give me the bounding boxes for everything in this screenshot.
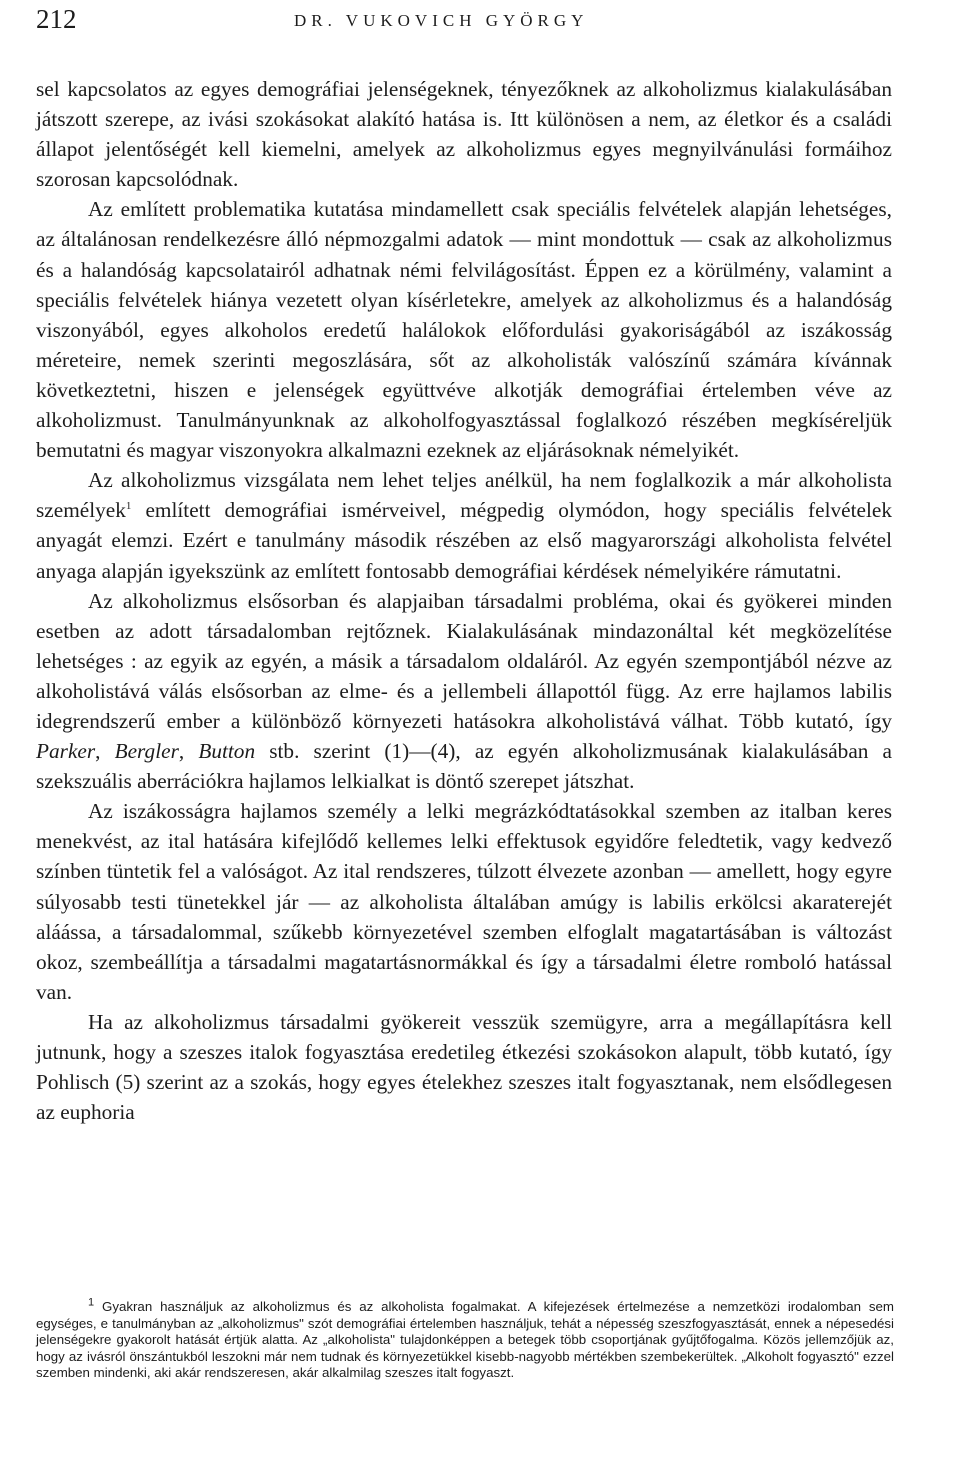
footnotes bbox=[36, 1296, 894, 1382]
paragraph-text: Az alkoholizmus elsősorban és alapjaiban társadalmi probléma, okai és gyökerei minden esetben az adott társadalomban rejtőznek. Kialakulásának mindazonáltal két megközelítése lehetséges : az egyik az egyén, a másik a társadalom oldaláról. Az egyén szempontjából nézve az alkoholistává válás elsősorban az elme- és a jellembeli állapottól függ. Az erre hajlamos labilis idegrendszerű ember a különböző környezeti hatásokra alkoholistává válhat. Több kutató, így bbox=[36, 588, 892, 733]
page-number: 212 bbox=[36, 4, 77, 34]
paragraph-text: említett demográfiai ismérveivel, mégpedig olymódon, hogy speciális felvételek anyagát elemzi. Ezért e tanulmány második részében az első magyarországi alkoholista felvétel anyaga alapján igyekszünk az említett fontosabb demográfiai kérdések némelyikére rámutatni. bbox=[36, 498, 892, 583]
cited-author: Button bbox=[198, 739, 256, 764]
paragraph: Az iszákosságra hajlamos személy a lelki megrázkódtatásokkal szemben az italban keres menekvést, az ital hatására kifejlődő kellemes lelki effektusok egyidőre feledtetik, vagy kedvező színben tüntetik fel a valóságot. Az ital rendszeres, túlzott élvezete azonban — amellett, hogy egyre súlyosabb testi tünetekkel jár — az alkoholista általában amúgy is labilis erkölcsi akaraterejét aláássa, a társadalommal, szűkebb környezetével szemben elfoglalt magatartásában is változást okoz, szembeállítja a társadalmi magatartásnormákkal és így a társadalmi életre romboló hatással van. bbox=[36, 799, 892, 1004]
footnote-text: Gyakran használjuk az alkoholizmus és az alkoholista fogalmakat. A kifejezések értelmezése a nemzetközi irodalomban sem egységes, e tanulmányban az „alkoholizmus" szót demográfiai értelemben használjuk, tehát a népesség szeszfogyasztását, ennek a népesedési jelenségekre gyakorolt hatását értjük alatta. Az „alkoholista" tulajdonképpen a betegek több csoportjának gyűjtőfogalma. Közös jellemzőjük az, hogy az ivásról önszántukból leszokni már nem tudnak és környezetükkel kisebb-nagyobb mértékben szembekerültek. „Alkoholt fogyasztó" ezzel szemben mindenki, aki akár rendszeresen, akár alkalmilag szeszes italt fogyaszt. bbox=[36, 1299, 894, 1381]
paragraph: Ha az alkoholizmus társadalmi gyökereit vesszük szemügyre, arra a megállapításra kell jutnunk, hogy a szeszes italok fogyasztása eredetileg étkezési szokásokon alapult, több kutató, így Pohlisch (5) szerint az a szokás, hogy egyes ételekhez szeszes italt fogyasztanak, nem elsődlegesen az euphoria bbox=[36, 1009, 892, 1125]
paragraph bbox=[36, 465, 892, 585]
page-header bbox=[36, 4, 924, 34]
paragraph-text: Az alkoholizmus vizsgálata nem lehet teljes anélkül, ha nem foglalkozik a már alkoholista személyek bbox=[36, 468, 892, 523]
body-text bbox=[36, 74, 892, 1127]
separator: , bbox=[178, 739, 199, 764]
paragraph: Az említett problematika kutatása mindamellett csak speciális felvételek alapján lehetséges, az általánosan rendelkezésre álló népmozgalmi adatok — mint mondottuk — csak az alkoholizmus és a halandóság kapcsolatairól adhatnak némi felvilágosítást. Éppen ez a körülmény, valamint a speciális felvételek hiánya vezetett olyan kísérletekre, amelyek az alkoholizmus és a halandóság viszonyából, egyes alkoholos eredetű halálokok előfordulási gyakoriságából az iszákosság méreteire, nemek szerinti megoszlására, sőt az alkoholisták valószínű számára kívánnak következtetni, hiszen e jelenségek együttvéve alkotják demográfiai értelemben véve az alkoholizmust. Tanulmányunknak az alkoholfogyasztással foglalkozó részében megkíséreljük bemutatni és magyar viszonyokra alkalmazni ezeknek az eljárásoknak némelyikét. bbox=[36, 197, 892, 463]
cited-author: Bergler bbox=[114, 739, 179, 764]
paragraph-text: stb. szerint (1)—(4), az egyén alkoholizmusának kialakulásában a szekszuális aberrációkra hajlamos lelkialkat is döntő szerepet játszhat. bbox=[36, 739, 893, 794]
running-head-author: DR. VUKOVICH GYÖRGY bbox=[294, 11, 589, 30]
separator: , bbox=[95, 739, 115, 764]
footnote bbox=[36, 1296, 894, 1382]
footnote-reference: 1 bbox=[125, 500, 132, 513]
footnote-mark: 1 bbox=[88, 1296, 95, 1309]
paragraph: sel kapcsolatos az egyes demográfiai jelenségeknek, tényezőknek az alkoholizmus kialakulásában játszott szerepe, az ivási szokásokat alakító hatása is. Itt különösen a nem, az életkor és a családi állapot jelentőségét kell kiemelni, amelyek az alkoholizmus egyes megnyilvánulási formáihoz szorosan kapcsolódnak. bbox=[36, 77, 892, 192]
paragraph bbox=[36, 586, 892, 797]
cited-author: Parker bbox=[36, 739, 96, 764]
